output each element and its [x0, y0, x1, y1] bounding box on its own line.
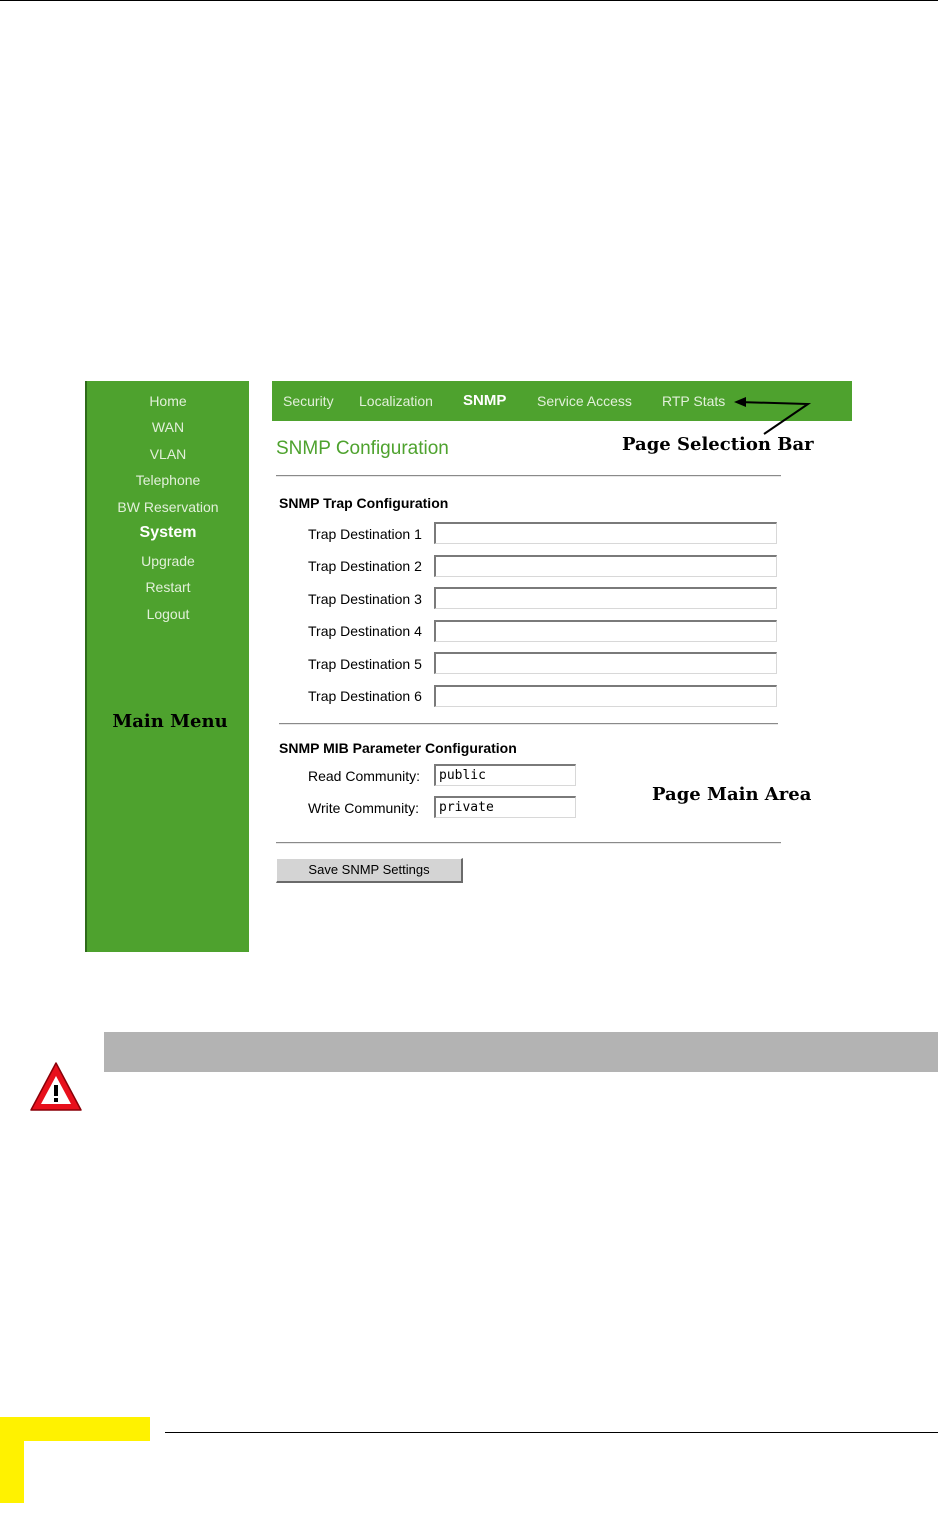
trap-destination-4-input[interactable]: [434, 620, 777, 642]
trap-destination-6-input[interactable]: [434, 685, 777, 707]
trap-destination-3-label: Trap Destination 3: [308, 591, 422, 607]
page-title: SNMP Configuration: [276, 438, 449, 459]
footer-accent-block: [0, 1417, 24, 1503]
footer-rule: [165, 1432, 938, 1433]
callout-arrow: [730, 392, 820, 436]
divider: [276, 475, 781, 477]
menu-item-bw-reservation[interactable]: BW Reservation: [117, 499, 219, 515]
trap-destination-1-input[interactable]: [434, 522, 777, 544]
mib-section-title: SNMP MIB Parameter Configuration: [279, 740, 517, 756]
divider: [279, 723, 778, 725]
read-community-label: Read Community:: [308, 768, 421, 784]
menu-item-telephone[interactable]: Telephone: [135, 472, 201, 488]
tab-localization[interactable]: Localization: [359, 393, 433, 409]
trap-destination-2-label: Trap Destination 2: [308, 558, 422, 574]
menu-item-vlan[interactable]: VLAN: [149, 446, 187, 462]
menu-item-logout[interactable]: Logout: [146, 606, 190, 622]
main-menu-sidebar: [85, 381, 249, 952]
tab-rtp-stats[interactable]: RTP Stats: [662, 393, 726, 409]
trap-destination-6-label: Trap Destination 6: [308, 688, 422, 704]
menu-item-system[interactable]: System: [139, 524, 197, 541]
write-community-input[interactable]: [434, 796, 576, 818]
menu-item-wan[interactable]: WAN: [151, 419, 185, 435]
page-top-rule: [0, 0, 938, 1]
tab-security[interactable]: Security: [283, 393, 334, 409]
note-header-bar: [104, 1032, 938, 1072]
trap-destination-5-label: Trap Destination 5: [308, 656, 422, 672]
divider: [276, 842, 781, 844]
menu-item-upgrade[interactable]: Upgrade: [141, 553, 195, 569]
page-selection-bar-annotation: Page Selection Bar: [622, 434, 814, 455]
trap-destination-1-label: Trap Destination 1: [308, 526, 422, 542]
trap-destination-5-input[interactable]: [434, 652, 777, 674]
tab-service-access[interactable]: Service Access: [537, 393, 632, 409]
menu-item-restart[interactable]: Restart: [145, 579, 191, 595]
trap-destination-4-label: Trap Destination 4: [308, 623, 422, 639]
trap-section-title: SNMP Trap Configuration: [279, 495, 449, 511]
trap-destination-3-input[interactable]: [434, 587, 777, 609]
main-menu-annotation: Main Menu: [112, 711, 228, 732]
save-snmp-settings-button[interactable]: Save SNMP Settings: [276, 858, 463, 883]
page-main-area-annotation: Page Main Area: [652, 784, 812, 805]
warning-icon: [28, 1060, 84, 1114]
write-community-label: Write Community:: [308, 800, 419, 816]
tab-snmp[interactable]: SNMP: [463, 392, 507, 409]
read-community-input[interactable]: [434, 764, 576, 786]
trap-destination-2-input[interactable]: [434, 555, 777, 577]
menu-item-home[interactable]: Home: [149, 393, 187, 409]
